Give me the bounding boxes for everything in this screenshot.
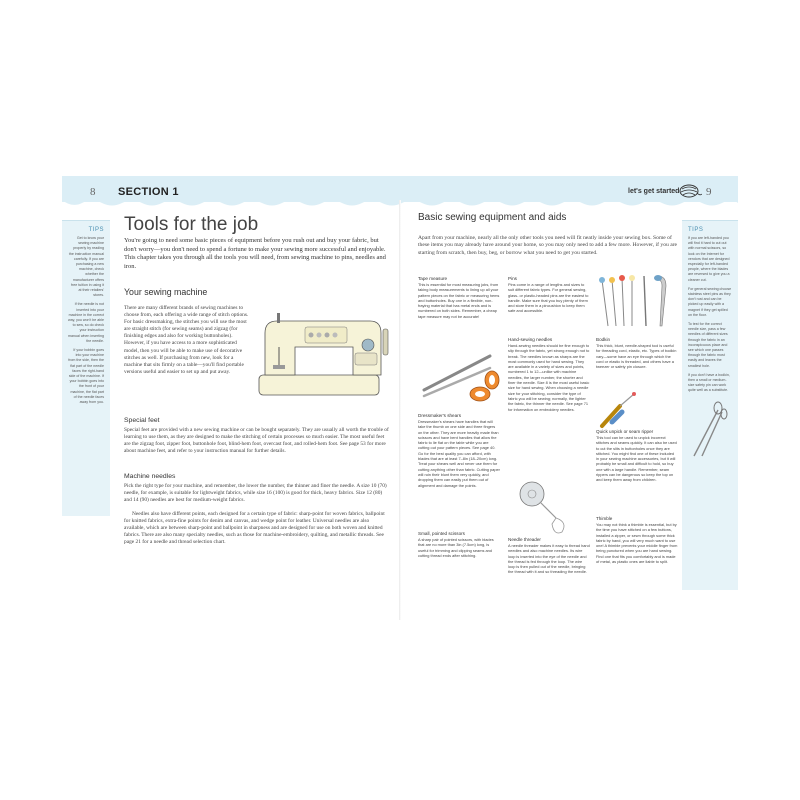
intro-paragraph: You're going to need some basic pieces of equipment before you rush out and buy your fabric, but don't worry—you don't need to spend a fortune to make your sewing more successful and enjoyable. This chapter takes you through all the tools you will need, from sewing machine to pins, needles and iron. xyxy=(124,237,386,270)
item-heading: Needle threader xyxy=(508,537,541,542)
special-feet-paragraph: Special feet are provided with a new sewing machine or can be bought separately. They are usually all worth the trouble of learning to use them, as they are designed to make the stitching of certain processes so much easier. The most useful feet are the zigzag foot, zipper foot, buttonhole foot, blind-hem foot, overcast foot, and rolled-hem foot. See page 53 for more about machine feet, and refer to your instruction manual for further details. xyxy=(124,427,389,455)
item-text: This is essential for most measuring jobs, from taking body measurements to lining up all your pattern pieces on the fabric or measuring hems and buttonholes. Buy one in a flexible, non-fraying material that has metal ends and is numbered on both sides. Remember, a cheap tape measure may not be accurate! xyxy=(418,282,500,319)
right-page-number: 9 xyxy=(706,186,712,198)
item-text: You may not think a thimble is essential, but by the time you have stitched on a few buttons, installed a zipper, or sewn through some thick fabric by hand, you will very much want to use one! A thimble prevents your middle finger from being punctured when you are hand sewing. Find one that fits you comfortably and is made of metal, as plastic ones are liable to split. xyxy=(596,522,678,565)
tip-text: If the needle is not inserted into your machine in the correct way, you won't be able to sew, so do check your instruction manual when inserting the needle. xyxy=(68,302,104,343)
tip-text: Get to know your sewing machine properly by reading the instruction manual carefully. If you are purchasing a new machine, check whether the manufacturer offers free tuition in using it at their retailers' stores. xyxy=(68,236,104,298)
right-tips-sidebar xyxy=(682,220,738,590)
machine-needles-paragraph: Needles also have different points, each designed for a certain type of fabric: sharp-point for woven fabrics, ballpoint for knitted fabrics, extra-fine points for denim and canvas, and wedge point for leather. Universal needles are also available, which are between sharp-point and ballpoint in sharpness and are designed for use on both woven and knitted fabrics. There are also many specialty needles, such as those for machine-embroidery, quilting, and metallic threads. See page 21 for a needle and thread selection chart. xyxy=(124,511,385,546)
tips-heading: TIPS xyxy=(88,227,104,233)
item-heading: Dressmaker's shears xyxy=(418,413,461,418)
right-page-heading: Basic sewing equipment and aids xyxy=(418,212,567,223)
left-page-number: 8 xyxy=(90,186,96,198)
item-text: Dressmaker's shears have handles that will take the thumb on one side and three fingers on the other. They are more heavily made than scissors and have bent handles that allow the fabric to lie flat on the table while you are cutting out your pattern pieces. See page 40. Go for the best quality you can afford, with blades that are at least 7–8in (18–20cm) long. Treat your shears well and never use them for cutting anything other than fabric. Cutting paper will ruin their blunt them very quickly, and dropping them can easily put them out of alignment and damage the points. xyxy=(418,419,500,488)
tip-text: If you don't have a bodkin, then a small or medium-size safety pin can work quite well as a substitute. xyxy=(688,372,730,393)
item-text: A needle threader makes it easy to thread hand needles and also machine needles. Its wire loop is inserted into the eye of the needle and the thread is fed through the loop. The wire loop is then pulled out of the needle, bringing the thread with it and so threading the needle. xyxy=(508,543,590,575)
machine-needles-heading: Machine needles xyxy=(124,473,176,480)
item-heading: Hand-sewing needles xyxy=(508,337,553,342)
yarn-ball-icon xyxy=(678,184,702,198)
machine-paragraph: There are many different brands of sewing machines to choose from, each offering a wide range of stitch options. For basic dressmaking, the stitches you will use the most are straight stitch (for sewing seams) and zigzag (for finishing edges and also for working buttonholes). However, if you have access to a more sophisticated model, then you will be able to make use of decorative stitches as well. If purchasing from new, look for a machine that sits firmly on a table—you'll find portable versions useful and easier to set up and put away. xyxy=(124,305,249,375)
machine-needles-paragraph: Pick the right type for your machine, and remember, the lower the number, the thinner and finer the needle. A size 10 (70) needle, for example, is suitable for lightweight fabrics, while size 16 (100) is good for thick, heavy fabrics. Size 12 (80) and 14 (90) needles are best for medium-weight fabrics. xyxy=(124,483,387,504)
section-title: SECTION 1 xyxy=(118,186,179,198)
special-feet-heading: Special feet xyxy=(124,417,160,424)
chapter-name: let's get started xyxy=(628,188,680,195)
dressmakers-shears-illustration xyxy=(420,350,500,410)
page-title: Tools for the job xyxy=(124,214,259,235)
item-heading: Thimble xyxy=(596,516,613,521)
item-text: A sharp pair of pointed scissors, with blades that are no more than 3in (7.5cm) long, is useful for trimming and clipping seams and cutting thread ends after stitching. xyxy=(418,537,494,558)
item-heading: Small, pointed scissors xyxy=(418,531,465,536)
left-tips-sidebar xyxy=(62,220,110,516)
item-heading: Bodkin xyxy=(596,337,611,342)
page-gutter xyxy=(399,200,401,620)
item-heading: Tape measure xyxy=(418,276,448,281)
item-text: Hand-sewing needles should be fine enough to slip through the fabric, yet strong enough not to break. The needles known as sharps are the most commonly used for hand sewing. They are available in a variety of sizes and points, numbered 1 to 12—unlike with machine needles, the larger number, the shorter and finer the needle. Size 8 is the most useful basic size for hand sewing. When choosing a needle size for your stitching, consider the type of fabric you will be sewing; normally, the lighter the fabric, the thinner the needle. See page 71 for information on embroidery needles. xyxy=(508,343,590,412)
tip-text: If you are left-handed you will find it hard to cut out with normal scissors, so look on the Internet for vendors that are designed especially for left-handed people, where the blades are reversed to give you a cleaner cut. xyxy=(688,236,730,282)
machine-heading: Your sewing machine xyxy=(124,287,208,297)
item-heading: Pins xyxy=(508,276,517,281)
right-intro-paragraph: Apart from your machine, nearly all the only other tools you need will fit neatly inside your sewing box. Some of these items you may already have around your home, so you may only need to add a few more. However, if you are starting from scratch, then buy, beg, or borrow what you need to get you started. xyxy=(418,235,678,256)
needle-threader-illustration xyxy=(514,478,574,538)
tip-text: To test for the correct needle size, pass a few needles of different sizes through the fabric in an inconspicuous place and see which one passes through the fabric most easily and leaves the smallest hole. xyxy=(688,322,728,368)
item-text: Pins come in a range of lengths and sizes to suit different fabric types. For general sewing, glass- or plastic-headed pins are the easiest to handle. Make sure that you buy plenty of them and store them in a pincushion to keep them safe and accessible. xyxy=(508,282,589,314)
scissors-icon xyxy=(688,400,728,460)
item-text: This thick, blunt, needle-shaped tool is useful for threading cord, elastic, etc. Types of bodkin vary—some have an eye through which the cord or elastic is threaded, and others have a tweezer or safety pin closure. xyxy=(596,343,677,370)
pins-and-bodkins-illustration xyxy=(596,270,676,332)
tip-text: For general sewing choose stainless steel pins as they don't rust and can be picked up easily with a magnet if they get spilled on the floor. xyxy=(688,286,732,317)
seam-ripper-illustration xyxy=(598,388,658,430)
sewing-machine-illustration xyxy=(255,305,390,400)
item-text: This tool can be used to unpick incorrect stitches and seams quickly. It can also be used to cut the slits in buttonholes once they are stitched. You might find one of these included in your sewing machine accessories, but it will probably be small and difficult to hold, so buy one with a large handle. Remember, seam rippers can be dangerous so keep the top on and keep them away from children. xyxy=(596,435,677,483)
tips-heading: TIPS xyxy=(688,227,704,233)
tip-text: If your bobbin goes into your machine from the side, then the flat part of the needle faces the right-hand side of the machine. If your bobbin goes into the front of your machine, the flat part of the needle faces away from you. xyxy=(68,348,104,405)
item-heading: Quick unpick or seam ripper xyxy=(596,429,654,434)
